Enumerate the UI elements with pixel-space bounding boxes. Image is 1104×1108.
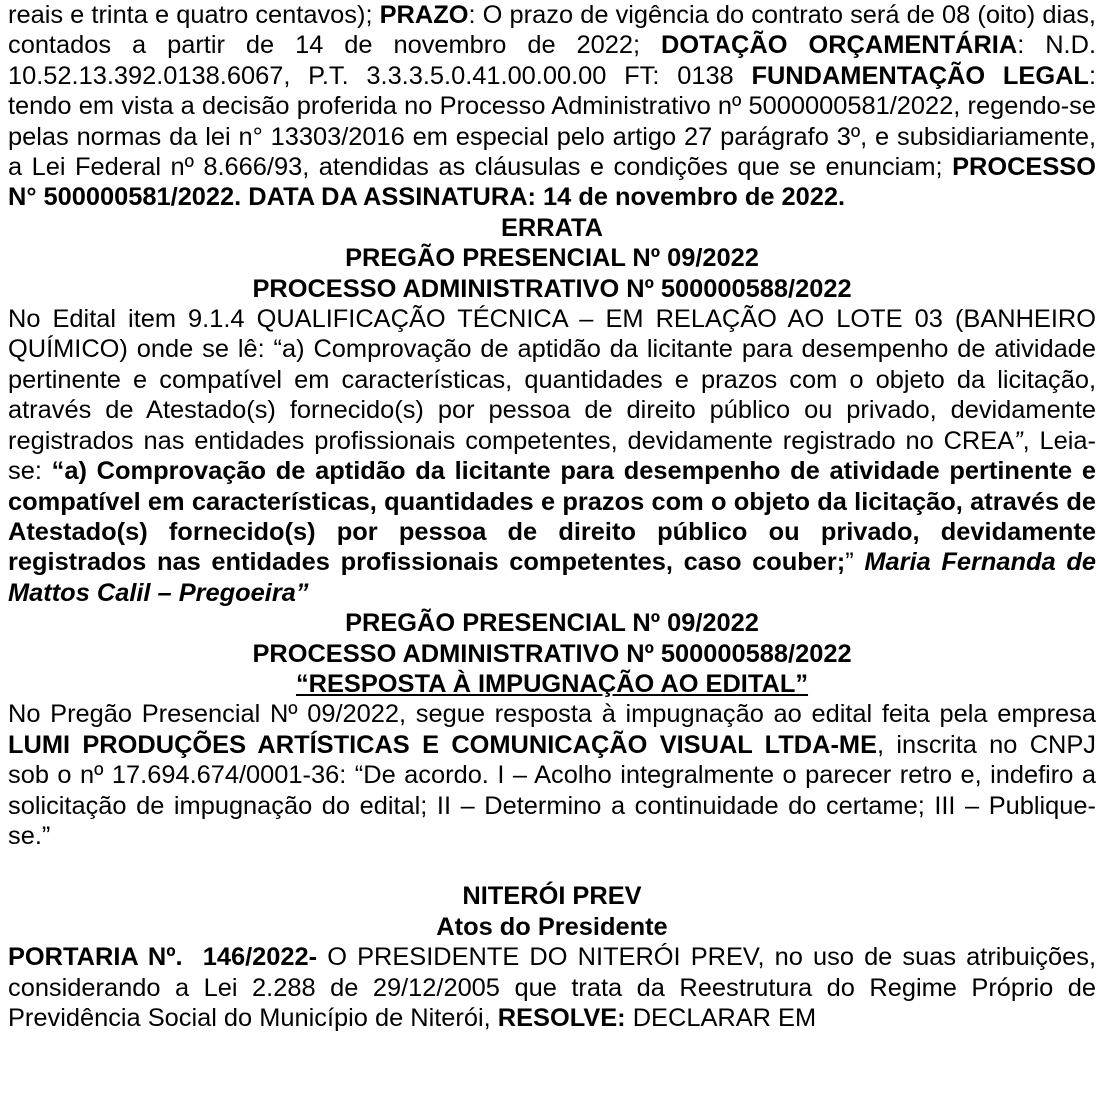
resposta-pregao-heading: PREGÃO PRESENCIAL Nº 09/2022	[345, 609, 759, 638]
text-run: DECLARAR EM	[625, 1004, 817, 1032]
errata-processo-heading: PROCESSO ADMINISTRATIVO Nº 500000588/2022	[252, 274, 852, 303]
bold-run: “a) Comprovação de aptidão da licitante para desempenho de atividade pertinente e compatível em características, quantidades e prazos com o objeto da licitação, através de Atestado(s) fornecido(s) por pessoa de direito público ou privado, devidamente registrados nas entidades profissionais competentes, caso couber;	[8, 457, 1096, 577]
text-run: , inscrita no CNPJ sob o nº 17.694.674/0001-36: “De acordo. I – Acolho integralmente o parecer retro e, indefiro a solicitação de impugnação do edital; II – Determino a continuidade do certame; III – Publique-se.”	[8, 730, 1096, 850]
bold-run: LUMI PRODUÇÕES ARTÍSTICAS E COMUNICAÇÃO VISUAL LTDA-ME	[8, 730, 878, 759]
bold-run: PRAZO	[379, 1, 469, 29]
signature-text: Maria Fernanda de Mattos Calil – Pregoeira”	[8, 548, 1096, 607]
errata-paragraph	[8, 304, 1096, 608]
text-run: : N.D. 10.52.13.392.0138.6067, P.T. 3.3.3.5.0.41.00.00.00 FT: 0138	[8, 31, 1096, 90]
resposta-processo-heading: PROCESSO ADMINISTRATIVO Nº 500000588/2022	[252, 639, 852, 668]
text-run: ”	[845, 548, 865, 577]
bold-run: PORTARIA Nº. 146/2022-	[8, 943, 318, 972]
bold-run: DOTAÇÃO ORÇAMENTÁRIA	[661, 31, 1018, 60]
bold-run: PROCESSO N° 500000581/2022. DATA DA ASSINATURA: 14 de novembro de 2022.	[8, 153, 1096, 212]
niteroi-prev-title: NITERÓI PREV	[462, 882, 642, 911]
contract-paragraph	[8, 0, 1096, 213]
resposta-paragraph	[8, 699, 1096, 851]
errata-pregao-heading: PREGÃO PRESENCIAL Nº 09/2022	[345, 244, 759, 273]
niteroi-prev-subtitle: Atos do Presidente	[436, 912, 668, 941]
portaria-paragraph	[8, 942, 1096, 1033]
text-run: : tendo em vista a decisão proferida no Processo Administrativo nº 5000000581/2022, regendo-se pelas normas da lei n° 13303/2016 em especial pelo artigo 27 parágrafo 3º, e subsidiariamente, a Lei Federal nº 8.666/93, atendidas as cláusulas e condições que se enunciam;	[8, 61, 1096, 182]
text-run: O PRESIDENTE DO NITERÓI PREV, no uso de suas atribuições, considerando a Lei 2.288 de 29/12/2005 que trata da Reestrutura do Regime Próprio de Previdência Social do Município de Niterói,	[8, 943, 1096, 1032]
text-run: No Edital item 9.1.4 QUALIFICAÇÃO TÉCNICA – EM RELAÇÃO AO LOTE 03 (BANHEIRO QUÍMICO) onde se lê: “a) Comprovação de aptidão da licitante para desempenho de atividade pertinente e compatível em características, quantidades e prazos com o objeto da licitação, através de Atestado(s) fornecido(s) por pessoa de direito público ou privado, devidamente registrados nas entidades profissionais competentes, devidamente registrado no CREA	[8, 305, 1096, 455]
section-spacer	[8, 851, 1096, 881]
bold-run: FUNDAMENTAÇÃO LEGAL	[751, 61, 1089, 90]
text-run: reais e trinta e quatro centavos);	[8, 1, 380, 29]
text-run: : O prazo de vigência do contrato será de 08 (oito) dias, contados a partir de 14 de novembro de 2022;	[8, 1, 1096, 60]
italic-run: ”	[1014, 426, 1023, 455]
text-run: No Pregão Presencial Nº 09/2022, segue resposta à impugnação ao edital feita pela empresa	[8, 700, 1096, 729]
errata-title: ERRATA	[500, 213, 604, 242]
text-run: , Leia-se:	[8, 426, 1096, 486]
bold-run: RESOLVE:	[497, 1004, 626, 1032]
resposta-subtitle: “RESPOSTA À IMPUGNAÇÃO AO EDITAL”	[295, 669, 809, 698]
